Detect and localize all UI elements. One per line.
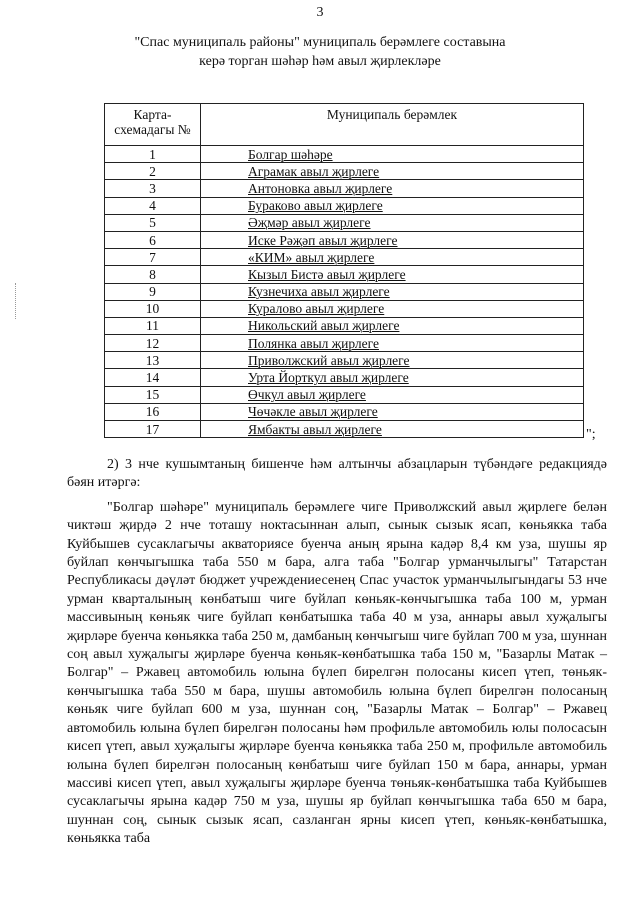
table-row	[105, 249, 584, 266]
row-number: 14	[105, 369, 201, 386]
row-number: 13	[105, 352, 201, 369]
row-municipality-name: Приволжский авыл җирлеге	[201, 352, 584, 369]
table-row	[105, 369, 584, 386]
row-number: 5	[105, 214, 201, 231]
row-municipality-name: Полянка авыл җирлеге	[201, 335, 584, 352]
row-municipality-name: Ямбакты авыл җирлеге	[201, 421, 584, 438]
table-row	[105, 317, 584, 334]
row-municipality-name: Кузнечиха авыл җирлеге	[201, 283, 584, 300]
row-municipality-name: Иске Рәҗәп авыл җирлеге	[201, 231, 584, 248]
title-line-2: керә торган шәһәр һәм авыл җирлекләре	[199, 54, 441, 69]
table-row	[105, 214, 584, 231]
row-municipality-name: Куралово авыл җирлеге	[201, 300, 584, 317]
table-closing-quote: ";	[586, 427, 596, 442]
body-text	[67, 456, 607, 849]
table-row	[105, 197, 584, 214]
table-row	[105, 421, 584, 438]
row-municipality-name: Болгар шәһәре	[201, 146, 584, 163]
table-row	[105, 300, 584, 317]
row-number: 17	[105, 421, 201, 438]
row-number: 1	[105, 146, 201, 163]
row-number: 3	[105, 180, 201, 197]
table-row	[105, 146, 584, 163]
row-number: 11	[105, 317, 201, 334]
row-number: 7	[105, 249, 201, 266]
row-number: 10	[105, 300, 201, 317]
row-number: 9	[105, 283, 201, 300]
table-row	[105, 403, 584, 420]
row-number: 12	[105, 335, 201, 352]
row-municipality-name: Өчкул авыл җирлеге	[201, 386, 584, 403]
row-municipality-name: Әҗмәр авыл җирлеге	[201, 214, 584, 231]
row-number: 8	[105, 266, 201, 283]
table-row	[105, 386, 584, 403]
amendment-paragraph: 2) 3 нче кушымтаның бишенче һәм алтынчы абзацларын түбәндәге редакциядә бәян итәргә:	[67, 457, 607, 491]
row-municipality-name: Аграмак авыл җирлеге	[201, 163, 584, 180]
municipalities-table	[104, 103, 584, 438]
margin-marks	[15, 283, 18, 319]
table-row	[105, 163, 584, 180]
row-municipality-name: Антоновка авыл җирлеге	[201, 180, 584, 197]
row-number: 2	[105, 163, 201, 180]
header-municipality: Муниципаль берәмлек	[201, 104, 584, 146]
table-row	[105, 335, 584, 352]
row-number: 4	[105, 197, 201, 214]
boundary-paragraph: "Болгар шәһәре" муниципаль берәмлеге чиге Приволжский авыл җирлеге белән чиктәш җирдә 2 нче тоташу ноктасыннан алып, сынык сызык ясап, көньякка таба Куйбышев сусаклагычы акваториясе буенча аның ярына кадәр 8,4 км уза, шушы яр буйлап көнчыгышка таба 550 м бара, алга таба "Болгар урманчылыгы" Татарстан Республикасы дәүләт бюджет учреждениесенең Спас участок урманчылыгындагы 53 нче урман кварталының көнбатыш чиге буйлап көньяк-көнчыгышка таба 100 м, урман массивының көньяк чиге буйлап көнбатышка таба 40 м уза, аннары авыл хуҗалыгы җирләре буенча көньякка таба 250 м, дамбаның көнчыгыш чиге буйлап 700 м уза, шуннан соң авыл хуҗалыгы җирләре буенча көньяк-көнбатышка таба 150 м, "Базарлы Матак – Болгар" – Ржавец автомобиль юлына бүлеп бирелгән полосаны кисеп үтеп, төньяк-көнчыгышка таба 550 м бара, шушы автомобиль юлына бүлеп бирелгән полосаның көньяк чиге буйлап 600 м уза, шуннан соң, "Базарлы Матак – Болгар" – Ржавец автомобиль юлына бүлеп бирелгән полосаны һәм профильле автомобиль юлы полосасын кисеп үтеп, авыл хуҗалыгы җирләре буенча көньякка таба 250 м, профильле автомобиль юлына бүлеп бирелгән полосаның көнбатыш чиге буйлап 150 м бара, аннары, урман массиві кисеп үтеп, авыл хуҗалыгы җирләре буенча төньяк-көнбатышка таба Куйбышев сусаклагычы ярына кадәр 750 м уза, шушы яр буйлап көнчыгышка таба 650 м бара, шуннан соң, сынык сызык ясап, сазланган ярны кисеп үтеп, көньяк-көнбатышка, көньякка таба	[67, 499, 607, 847]
title-line-1: "Спас муниципаль районы" муниципаль берәмлеге составына	[134, 35, 506, 50]
page-number: 3	[316, 5, 324, 20]
row-municipality-name: Урта Йорткул авыл җирлеге	[201, 369, 584, 386]
row-number: 15	[105, 386, 201, 403]
table-row	[105, 180, 584, 197]
table-body	[105, 146, 584, 438]
row-municipality-name: Чөчәкле авыл җирлеге	[201, 403, 584, 420]
row-municipality-name: «КИМ» авыл җирлеге	[201, 249, 584, 266]
header-map-number: Карта-схемадагы №	[105, 104, 201, 146]
row-municipality-name: Бураково авыл җирлеге	[201, 197, 584, 214]
document-title	[70, 33, 570, 71]
row-municipality-name: Никольский авыл җирлеге	[201, 317, 584, 334]
table-header-row	[105, 104, 584, 146]
row-number: 16	[105, 403, 201, 420]
row-number: 6	[105, 231, 201, 248]
table-row	[105, 352, 584, 369]
table-row	[105, 266, 584, 283]
table-row	[105, 283, 584, 300]
row-municipality-name: Кызыл Бистә авыл җирлеге	[201, 266, 584, 283]
table-row	[105, 231, 584, 248]
